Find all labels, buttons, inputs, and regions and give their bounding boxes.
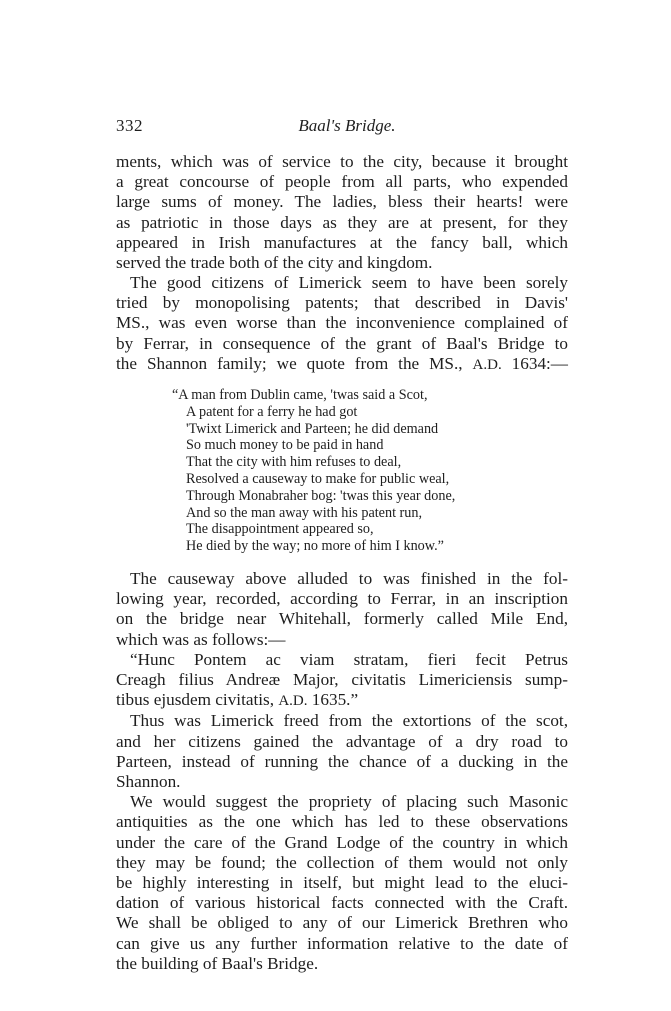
verse-line: 'Twixt Limerick and Parteen; he did demand: [186, 420, 439, 437]
text-line: We shall be obliged to any of our Limerick Brethren who: [116, 913, 568, 933]
text-line: ments, which was of service to the city, because it brought: [116, 152, 568, 171]
text-fragment: tibus ejusdem civitatis,: [116, 690, 279, 710]
page-number: 332: [116, 116, 143, 135]
text-line: served the trade both of the city and kingdom.: [116, 253, 433, 273]
paragraph-causeway: [116, 569, 568, 974]
text-line: can give us any further information relative to the date of: [116, 933, 568, 953]
inscription-line-with-date: [116, 690, 568, 711]
text-line: Thus was Limerick freed from the extortions of the scot,: [130, 711, 568, 731]
date-abbreviation: A.D.: [472, 356, 502, 373]
verse-quotation: [172, 387, 516, 555]
text-line: large sums of money. The ladies, bless their hearts! were: [116, 192, 568, 212]
verse-line: “A man from Dublin came, 'twas said a Scot,: [172, 387, 428, 403]
text-line: the building of Baal's Bridge.: [116, 953, 319, 973]
text-line: antiquities as the one which has led to these observations: [116, 812, 568, 832]
text-line: by Ferrar, in consequence of the grant of Baal's Bridge to: [116, 333, 568, 353]
verse-line: So much money to be paid in hand: [186, 437, 384, 454]
verse-line: He died by the way; no more of him I know.”: [186, 538, 444, 555]
verse-line: Through Monabraher bog: 'twas this year done,: [186, 487, 456, 504]
text-line: Shannon.: [116, 772, 181, 792]
text-line: which was as follows:—: [116, 629, 286, 649]
text-line: The causeway above alluded to was finished in the fol-: [130, 569, 568, 588]
text-line: a great concourse of people from all parts, who expended: [116, 172, 568, 192]
verse-line: The disappointment appeared so,: [186, 521, 374, 538]
text-fragment: 1634:—: [501, 353, 568, 373]
inscription-line: Creagh filius Andreæ Major, civitatis Limericiensis sump-: [116, 670, 568, 690]
text-line: on the bridge near Whitehall, formerly called Mile End,: [116, 609, 568, 629]
paragraph-patents: [116, 273, 568, 375]
paragraph-continued: [116, 152, 568, 273]
text-line: Parteen, instead of running the chance of a ducking in the: [116, 751, 568, 771]
text-line: tried by monopolising patents; that described in Davis': [116, 293, 568, 313]
text-line: The good citizens of Limerick seem to have been sorely: [130, 273, 568, 292]
text-line: MS., was even worse than the inconvenience complained of: [116, 313, 568, 333]
text-fragment: 1635.”: [307, 690, 359, 710]
text-line: be highly interesting in itself, but might lead to the eluci-: [116, 873, 568, 893]
text-line: We would suggest the propriety of placing such Masonic: [130, 792, 568, 812]
text-line: under the care of the Grand Lodge of the country in which: [116, 832, 568, 852]
text-line: and her citizens gained the advantage of a dry road to: [116, 731, 568, 751]
page-header: [116, 116, 578, 142]
date-abbreviation: A.D.: [278, 693, 308, 710]
verse-line: A patent for a ferry he had got: [186, 403, 358, 420]
text-line: they may be found; the collection of them would not only: [116, 852, 568, 872]
text-line-with-date: [116, 354, 568, 375]
text-line: as patriotic in those days as they are at present, for they: [116, 212, 568, 232]
running-title: Baal's Bridge.: [298, 116, 396, 135]
verse-line: That the city with him refuses to deal,: [186, 454, 402, 471]
text-line: dation of various historical facts connected with the Craft.: [116, 893, 568, 913]
verse-line: And so the man away with his patent run,: [186, 504, 423, 521]
text-fragment: the Shannon family; we quote from the MS.,: [116, 353, 473, 373]
text-line: appeared in Irish manufactures at the fancy ball, which: [116, 232, 568, 252]
text-line: lowing year, recorded, according to Ferrar, in an inscription: [116, 589, 568, 609]
inscription-line: “Hunc Pontem ac viam stratam, fieri fecit Petrus: [130, 649, 568, 669]
verse-line: Resolved a causeway to make for public weal,: [186, 470, 450, 487]
